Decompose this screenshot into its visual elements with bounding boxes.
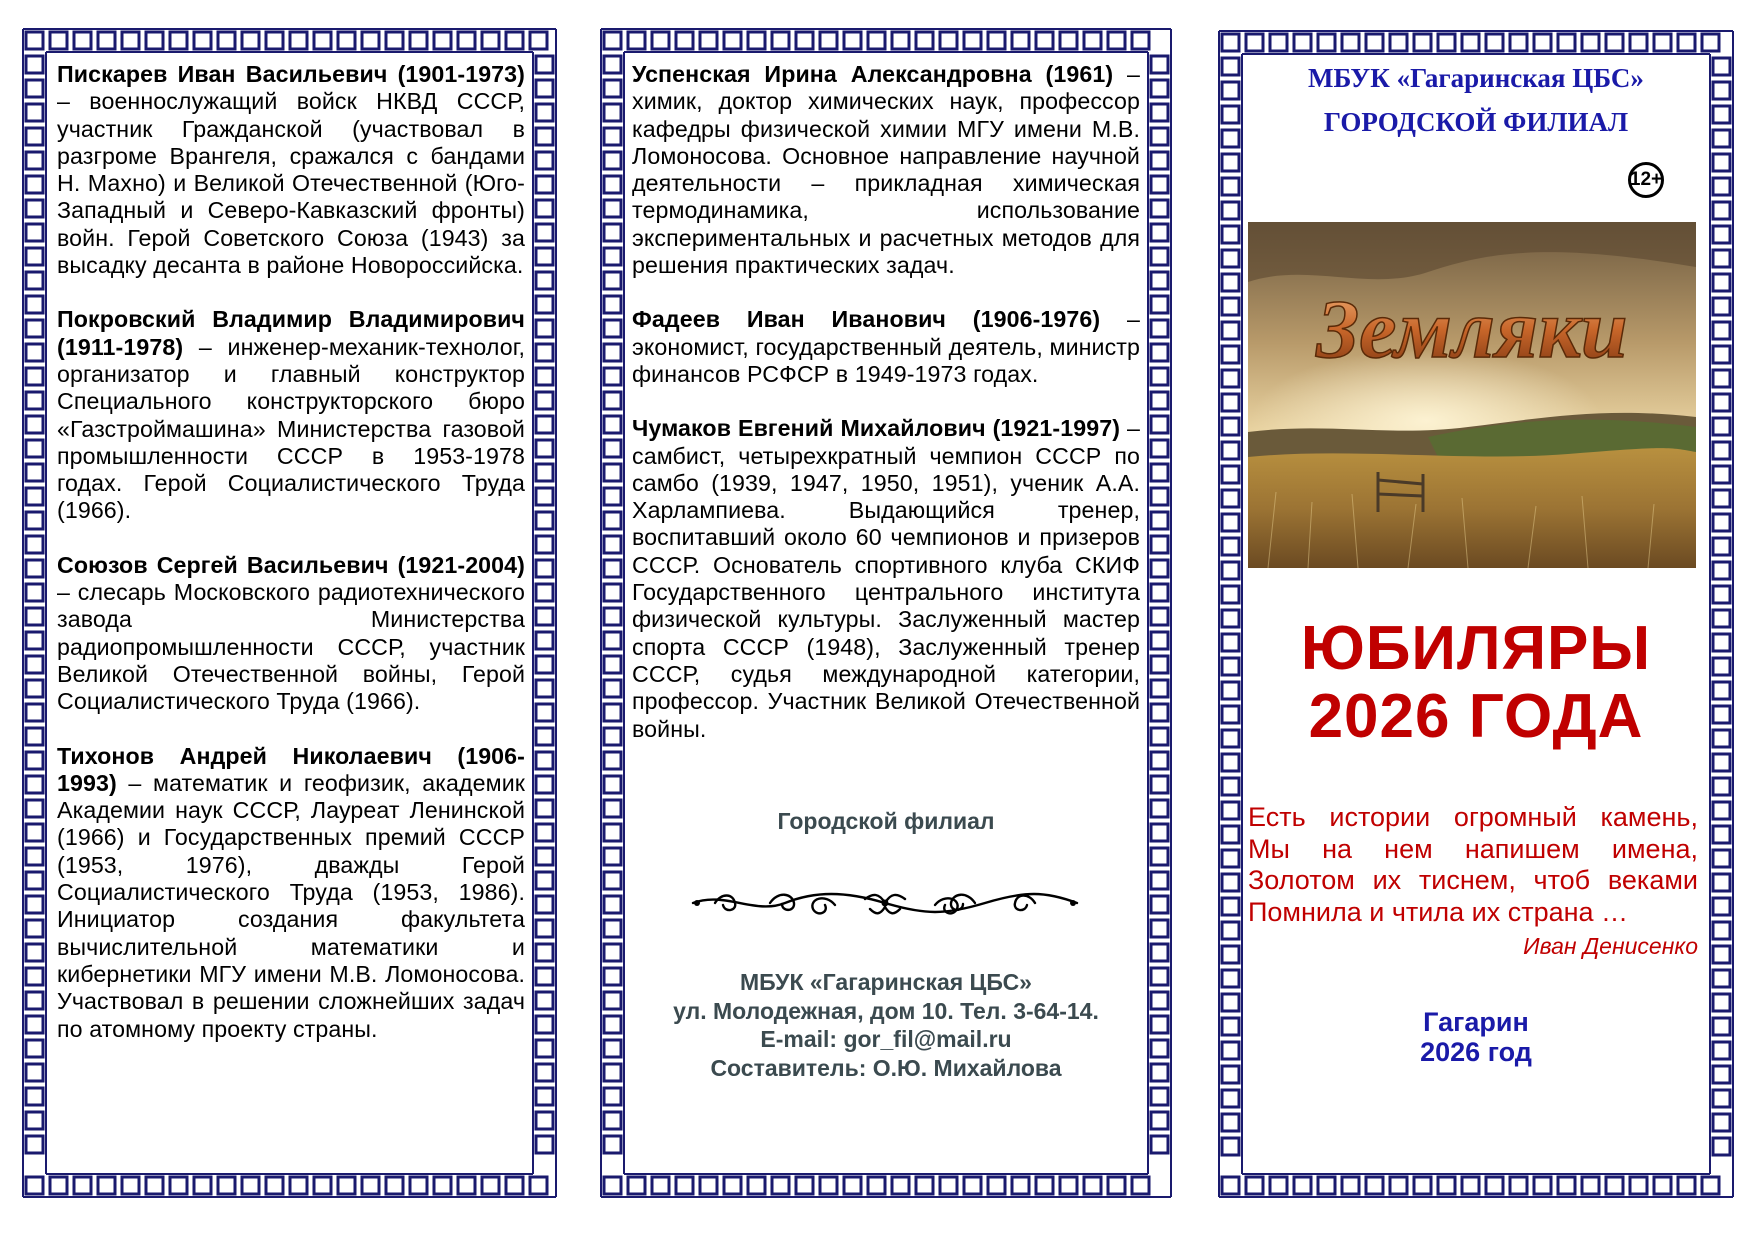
title-line-2: 2026 ГОДА: [1308, 682, 1644, 751]
email: E-mail: gor_fil@mail.ru: [760, 1026, 1012, 1052]
city: Гагарин: [1423, 1007, 1529, 1037]
cover-panel: [1218, 30, 1734, 1198]
city-year: [1218, 1007, 1734, 1067]
poem-line: Мы на нем напишем имена,: [1248, 833, 1698, 864]
main-title: [1218, 615, 1734, 751]
branch-name: ГОРОДСКОЙ ФИЛИАЛ: [1323, 107, 1629, 137]
biography-entry: Союзов Сергей Васильевич (1921-2004) – слесарь Московского радиотехнического завода Министерства радиопромышленности СССР, участник Великой Отечественной войны, Герой Социалистического Труда (1966).: [57, 551, 525, 715]
poem-author: Иван Денисенко: [1523, 933, 1698, 959]
poem-line: Помнила и чтила их страна …: [1248, 896, 1629, 927]
left-column-text: [57, 61, 525, 1070]
org-name: МБУК «Гагаринская ЦБС»: [740, 969, 1032, 995]
poem-line: Золотом их тиснем, чтоб веками: [1248, 865, 1698, 895]
biography-entry: Фадеев Иван Иванович (1906-1976) – экономист, государственный деятель, министр финансов РСФСР в 1949-1973 годах.: [632, 306, 1140, 387]
year: 2026 год: [1420, 1037, 1532, 1067]
org-name: МБУК «Гагаринская ЦБС»: [1308, 63, 1644, 93]
contact-block: [600, 968, 1172, 1082]
branch-label: Городской филиал: [777, 808, 995, 834]
biography-entry: Успенская Ирина Александровна (1961) – химик, доктор химических наук, профессор кафедры физической химии МГУ имени М.В. Ломоносова. Основное направление научной деятельности – прикладная химическая термодинамика, использование экспериментальных и расчетных методов для решения практических задач.: [632, 61, 1140, 279]
biography-entry: Покровский Владимир Владимирович (1911-1978) – инженер-механик-технолог, организатор и главный конструктор Специального конструкторского бюро «Газстроймашина» Министерства газовой промышленности СССР в 1953-1978 годах. Герой Социалистического Труда (1966).: [57, 306, 525, 524]
address: ул. Молодежная, дом 10. Тел. 3-64-14.: [673, 997, 1099, 1024]
poem-line: Есть истории огромный камень,: [1248, 802, 1698, 832]
left-panel: [22, 28, 557, 1198]
cover-image: [1248, 222, 1696, 568]
middle-column-text: [632, 61, 1140, 770]
biography-entry: Тихонов Андрей Николаевич (1906-1993) – математик и геофизик, академик Академии наук СССР, Лауреат Ленинской (1966) и Государственных премий СССР (1953, 1976), дважды Герой Социалистического Труда (1953, 1986). Инициатор создания факультета вычислительной математики и кибернетики МГУ имени М.В. Ломоносова. Участвовал в решении сложнейших задач по атомному проекту страны.: [57, 742, 525, 1042]
title-line-1: ЮБИЛЯРЫ: [1300, 614, 1652, 683]
age-rating-badge: 12+: [1628, 162, 1664, 198]
biography-entry: Пискарев Иван Васильевич (1901-1973) – военнослужащий войск НКВД СССР, участник Гражданской (участвовал в разгроме Врангеля, сражался с бандами Н. Махно) и Великой Отечественной (Юго-Западный и Северо-Кавказский фронты) войн. Герой Советского Союза (1943) за высадку десанта в районе Новороссийска.: [57, 61, 525, 279]
compiler: Составитель: О.Ю. Михайлова: [710, 1054, 1062, 1081]
epigraph-poem: [1248, 802, 1698, 928]
ornament-divider: [685, 883, 1085, 923]
biography-entry: Чумаков Евгений Михайлович (1921-1997) – самбист, четырехкратный чемпион СССР по самбо (1939, 1947, 1950, 1951), ученик А.А. Харлампиева. Выдающийся тренер, воспитавший около 60 чемпионов и призеров СССР. Основатель спортивного клуба СКИФ Государственного центрального института физической культуры. Заслуженный мастер спорта СССР (1948), Заслуженный тренер СССР, судья международной категории, профессор. Участник Великой Отечественной войны.: [632, 415, 1140, 742]
image-title: Земляки: [1316, 283, 1628, 376]
middle-panel: [600, 28, 1172, 1198]
